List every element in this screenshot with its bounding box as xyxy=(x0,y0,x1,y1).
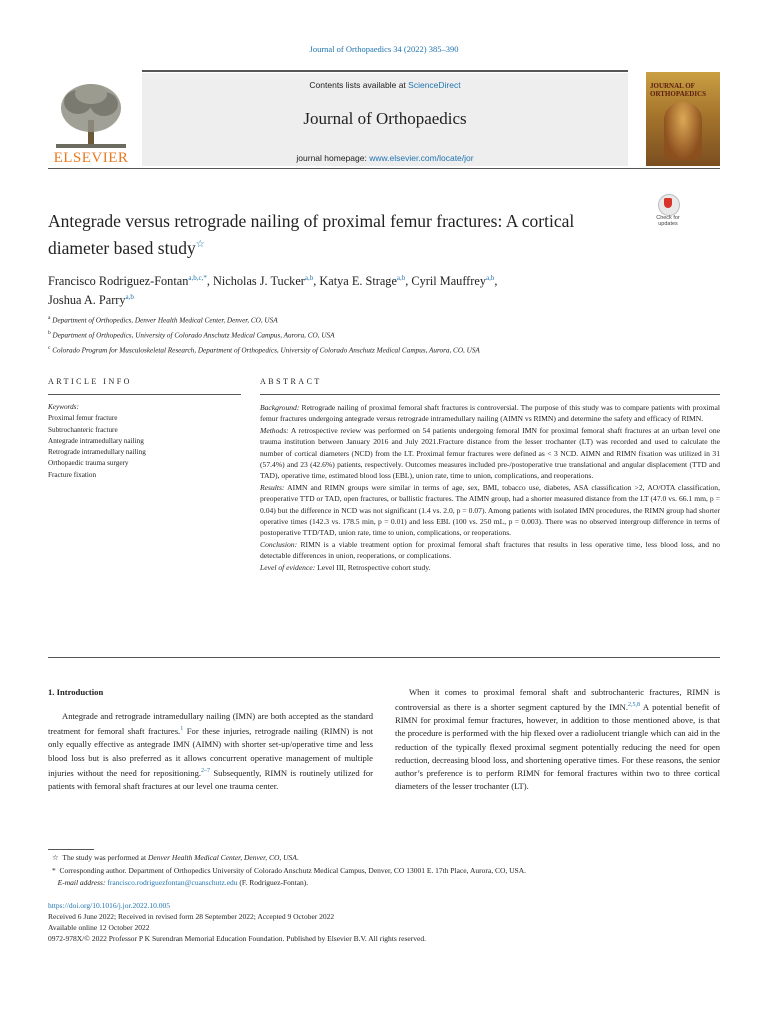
doi-link[interactable]: https://doi.org/10.1016/j.jor.2022.10.005 xyxy=(48,901,170,910)
available-online: Available online 12 October 2022 xyxy=(48,923,150,932)
abstract-evidence xyxy=(260,562,720,573)
keyword-item: Retrograde intramedullary nailing xyxy=(48,448,146,457)
abstract-methods xyxy=(260,425,720,482)
email-link[interactable]: francisco.rodriguezfontan@cuanschutz.edu xyxy=(107,878,238,887)
cover-figure xyxy=(664,102,702,160)
body-column-right xyxy=(395,686,720,793)
author-affil[interactable]: a,b xyxy=(485,274,495,282)
evidence-label: Level of evidence: xyxy=(260,562,316,572)
intro-text: Antegrade and retrograde intramedullary nailing (IMN) are both accepted as the standard treatment for femoral shaft fractures. xyxy=(48,711,373,737)
article-info-rule xyxy=(48,394,241,395)
corresponding-footnote xyxy=(48,865,720,878)
abstract-heading: ABSTRACT xyxy=(260,377,322,386)
footnote-mark: * xyxy=(52,865,56,875)
citation-link[interactable]: 1 xyxy=(180,726,184,733)
intro-text: For these injuries, retrograde nailing (RIMN) is not only equally effective as antegrade IMN (AIMN) with shorter set-up/operative time and less blood loss but is also preferred as it allows concurrent operative management of multiple injuries without the need for repositioning. xyxy=(48,726,374,778)
received-dates: Received 6 June 2022; Received in revised form 28 September 2022; Accepted 9 October 2022 xyxy=(48,912,335,921)
journal-reference-link[interactable]: Journal of Orthopaedics 34 (2022) 385–390 xyxy=(309,44,459,54)
cover-title: JOURNAL OF ORTHOPAEDICS xyxy=(650,82,707,98)
homepage-line xyxy=(142,153,628,163)
journal-homepage-link[interactable]: www.elsevier.com/locate/jor xyxy=(369,153,474,163)
affiliation-text: Department of Orthopedics, Denver Health Medical Center, Denver, CO, USA xyxy=(52,316,278,325)
study-footnote xyxy=(48,852,720,865)
conclusion-label: Conclusion: xyxy=(260,539,298,549)
citation-link[interactable]: 2,5,8 xyxy=(627,702,640,709)
affiliation-item xyxy=(48,327,688,342)
intro-text: When it comes to proximal femoral shaft and subtrochanteric fractures, RIMN is controversial as there is a shorter segment captured by the IMN. xyxy=(395,687,720,713)
body-column-left xyxy=(48,686,373,793)
homepage-prefix: journal homepage: xyxy=(296,153,370,163)
abstract-results xyxy=(260,482,720,539)
keyword-item: Orthopaedic trauma surgery xyxy=(48,459,129,468)
affiliation-text: Colorado Program for Musculoskeletal Research, Department of Orthopedics, University of Colorado Anschutz Medical Campus, Aurora, CO, USA xyxy=(52,346,480,355)
footnote-mark: ☆ xyxy=(52,853,59,862)
affiliation-mark: b xyxy=(48,329,51,336)
intro-text: Subsequently, RIMN is routinely utilized for patients with femoral shaft fractures at our level one trauma center. xyxy=(48,767,373,791)
email-footnote xyxy=(48,877,720,890)
abstract-body xyxy=(260,402,720,573)
footnote-text: Corresponding author. Department of Orthopedics University of Colorado Anschutz Medical Campus, Denver, CO 13001 E. 17th Place, Aurora, CO, USA. xyxy=(59,865,526,875)
evidence-text: Level III, Retrospective cohort study. xyxy=(315,562,431,572)
methods-text: A retrospective review was performed on 54 patients undergoing femoral IMN for proximal femoral shaft fractures at an urban level one trauma institution between January 2016 and July 2021.Fracture distance from the lesser trochanter (LT) was recorded and used to calculate the number of cortical diameters (NCD) from the LT. Proximal femur fractures were defined as < 3 NCD. AIMN and RIMN fixation was utilized in 31 (57.4%) and 23 (42.6%) patients, respectively. Outcomes measures included pre-/postoperative true translational and angular displacement (TTD and TAD), operative time, estimated blood loss (EBL), union rate, time to union, complications, and reoperations. xyxy=(260,425,720,481)
affiliation-item xyxy=(48,312,688,327)
author-affil[interactable]: a,b xyxy=(396,274,406,282)
email-label: E-mail address: xyxy=(57,878,106,887)
masthead-center xyxy=(142,73,628,166)
check-for-updates-badge[interactable] xyxy=(648,194,688,232)
author-affil[interactable]: a,b xyxy=(125,293,134,302)
affiliation-text: Department of Orthopedics, University of Colorado Anschutz Medical Campus, Aurora, CO, USA xyxy=(52,331,335,340)
author-name[interactable]: Francisco Rodriguez-Fontan xyxy=(48,274,189,289)
abstract-background xyxy=(260,402,720,425)
masthead-bottom-rule xyxy=(48,168,720,169)
check-updates-icon xyxy=(658,194,680,216)
background-label: Background: xyxy=(260,403,300,412)
footnote-text: The study was performed at xyxy=(62,853,148,862)
masthead-top-rule xyxy=(142,70,628,72)
section-heading: 1. Introduction xyxy=(48,687,104,697)
title-footnote-mark[interactable]: ☆ xyxy=(195,239,205,250)
affiliations xyxy=(48,312,688,357)
keyword-item: Fracture fixation xyxy=(48,470,97,479)
footnotes xyxy=(48,852,720,890)
results-label: Results: xyxy=(260,482,285,492)
intro-paragraph-2 xyxy=(395,686,720,793)
article-title-text: Antegrade versus retrograde nailing of proximal femur fractures: A cortical diameter based study xyxy=(48,211,575,258)
keywords-label: Keywords: xyxy=(48,403,79,411)
keyword-item: Proximal femur fracture xyxy=(48,414,118,423)
footnote-place: Denver Health Medical Center, Denver, CO, USA xyxy=(147,853,297,862)
intro-paragraph-1 xyxy=(48,710,373,793)
intro-text: A potential benefit of RIMN for proximal femur fractures, however, in addition to those mentioned above, is that the procedure is performed with the hip flexed over a radiolucent triangle which can aid in the reduction of the typically flexed proximal segment potentially reducing the need for open reduction, decreasing blood loss, and shortening operative times. For these reasons, the senior author’s preference is to perform RIMN for femoral fractures within two to three cortical diameters of the lesser trochanter (LT). xyxy=(395,702,720,792)
sciencedirect-link[interactable]: ScienceDirect xyxy=(408,80,461,90)
author-name[interactable]: Katya E. Strage xyxy=(319,274,397,289)
citation-link[interactable]: 2–7 xyxy=(201,767,211,774)
author-affil[interactable]: a,b,c,* xyxy=(188,274,207,282)
contents-prefix: Contents lists available at xyxy=(309,80,409,90)
results-text: AIMN and RIMN groups were similar in terms of age, sex, BMI, tobacco use, diabetes, ASA classification >2, AO/OTA classification, preoperative TTD or TAD, open fractures, or ballistic fractures. The AIMN group, had a shorter measured distance from the LT (47.0 vs. 66.1 mm, p = 0.04) but the difference in NCD was not significant (1.4 vs. 2.0, p = 0.07). Among patients with isolated IMN procedures, the RIMN group had shorter operative times (142.3 vs. 178.5 min, p = 0.01) and less EBL (100 vs. 250 mL, p = 0.003). There was no observed intergroup difference in terms of postoperative TTD/TAD, union rate, time to union, complications, or reoperations. xyxy=(260,482,720,538)
author-name[interactable]: Cyril Mauffrey xyxy=(411,274,486,289)
author-name[interactable]: Nicholas J. Tucker xyxy=(212,274,305,289)
copyright-line: 0972-978X/© 2022 Professor P K Surendran Memorial Education Foundation. Published by Elsevier B.V. All rights reserved. xyxy=(48,934,426,943)
contents-line xyxy=(142,80,628,90)
publication-info xyxy=(48,900,720,944)
footnote-text: (F. Rodriguez-Fontan). xyxy=(237,878,309,887)
journal-masthead xyxy=(48,70,720,170)
check-updates-label: Check for updates xyxy=(656,215,680,227)
article-title xyxy=(48,210,628,260)
journal-title: Journal of Orthopaedics xyxy=(303,109,467,128)
author-affil[interactable]: a,b xyxy=(304,274,314,282)
background-text: Retrograde nailing of proximal femoral shaft fractures is controversial. The purpose of this study was to compare patients with proximal femur fractures undergoing antegrade versus retrograde intramedullary nailing (AIMN vs RIMN) and determine the safety and efficacy of RIMN. xyxy=(260,403,720,424)
abstract-end-rule xyxy=(48,657,720,658)
footnote-text: . xyxy=(296,853,299,862)
abstract-rule xyxy=(260,394,720,395)
elsevier-wordmark: ELSEVIER xyxy=(53,150,129,166)
author-list: Francisco Rodriguez-Fontan$^{a,b,c,*}$, Nicholas J. Tucker$^{a,b}$, Katya E. Strage$^{a,b}$, Cyril Mauffrey$^{a,b}$, Joshua A. Parry$^{a,b}$ xyxy=(48,274,498,308)
methods-label: Methods: xyxy=(260,425,289,435)
keyword-item: Subtrochanteric fracture xyxy=(48,425,118,434)
author-name[interactable]: Joshua A. Parry xyxy=(48,293,126,308)
keyword-item: Antegrade intramedullary nailing xyxy=(48,436,144,445)
journal-cover-thumbnail xyxy=(646,72,720,166)
keywords-block xyxy=(48,402,243,481)
affiliation-item xyxy=(48,342,688,357)
conclusion-text: RIMN is a viable treatment option for proximal femoral shaft fractures that results in less operative time, less blood loss, and no detectable differences in union, reoperations, or complications. xyxy=(260,539,720,561)
affiliation-mark: c xyxy=(48,344,51,351)
affiliation-mark: a xyxy=(48,315,51,321)
article-info-heading: ARTICLE INFO xyxy=(48,377,132,386)
abstract-conclusion xyxy=(260,539,720,562)
footnote-rule xyxy=(48,849,94,850)
